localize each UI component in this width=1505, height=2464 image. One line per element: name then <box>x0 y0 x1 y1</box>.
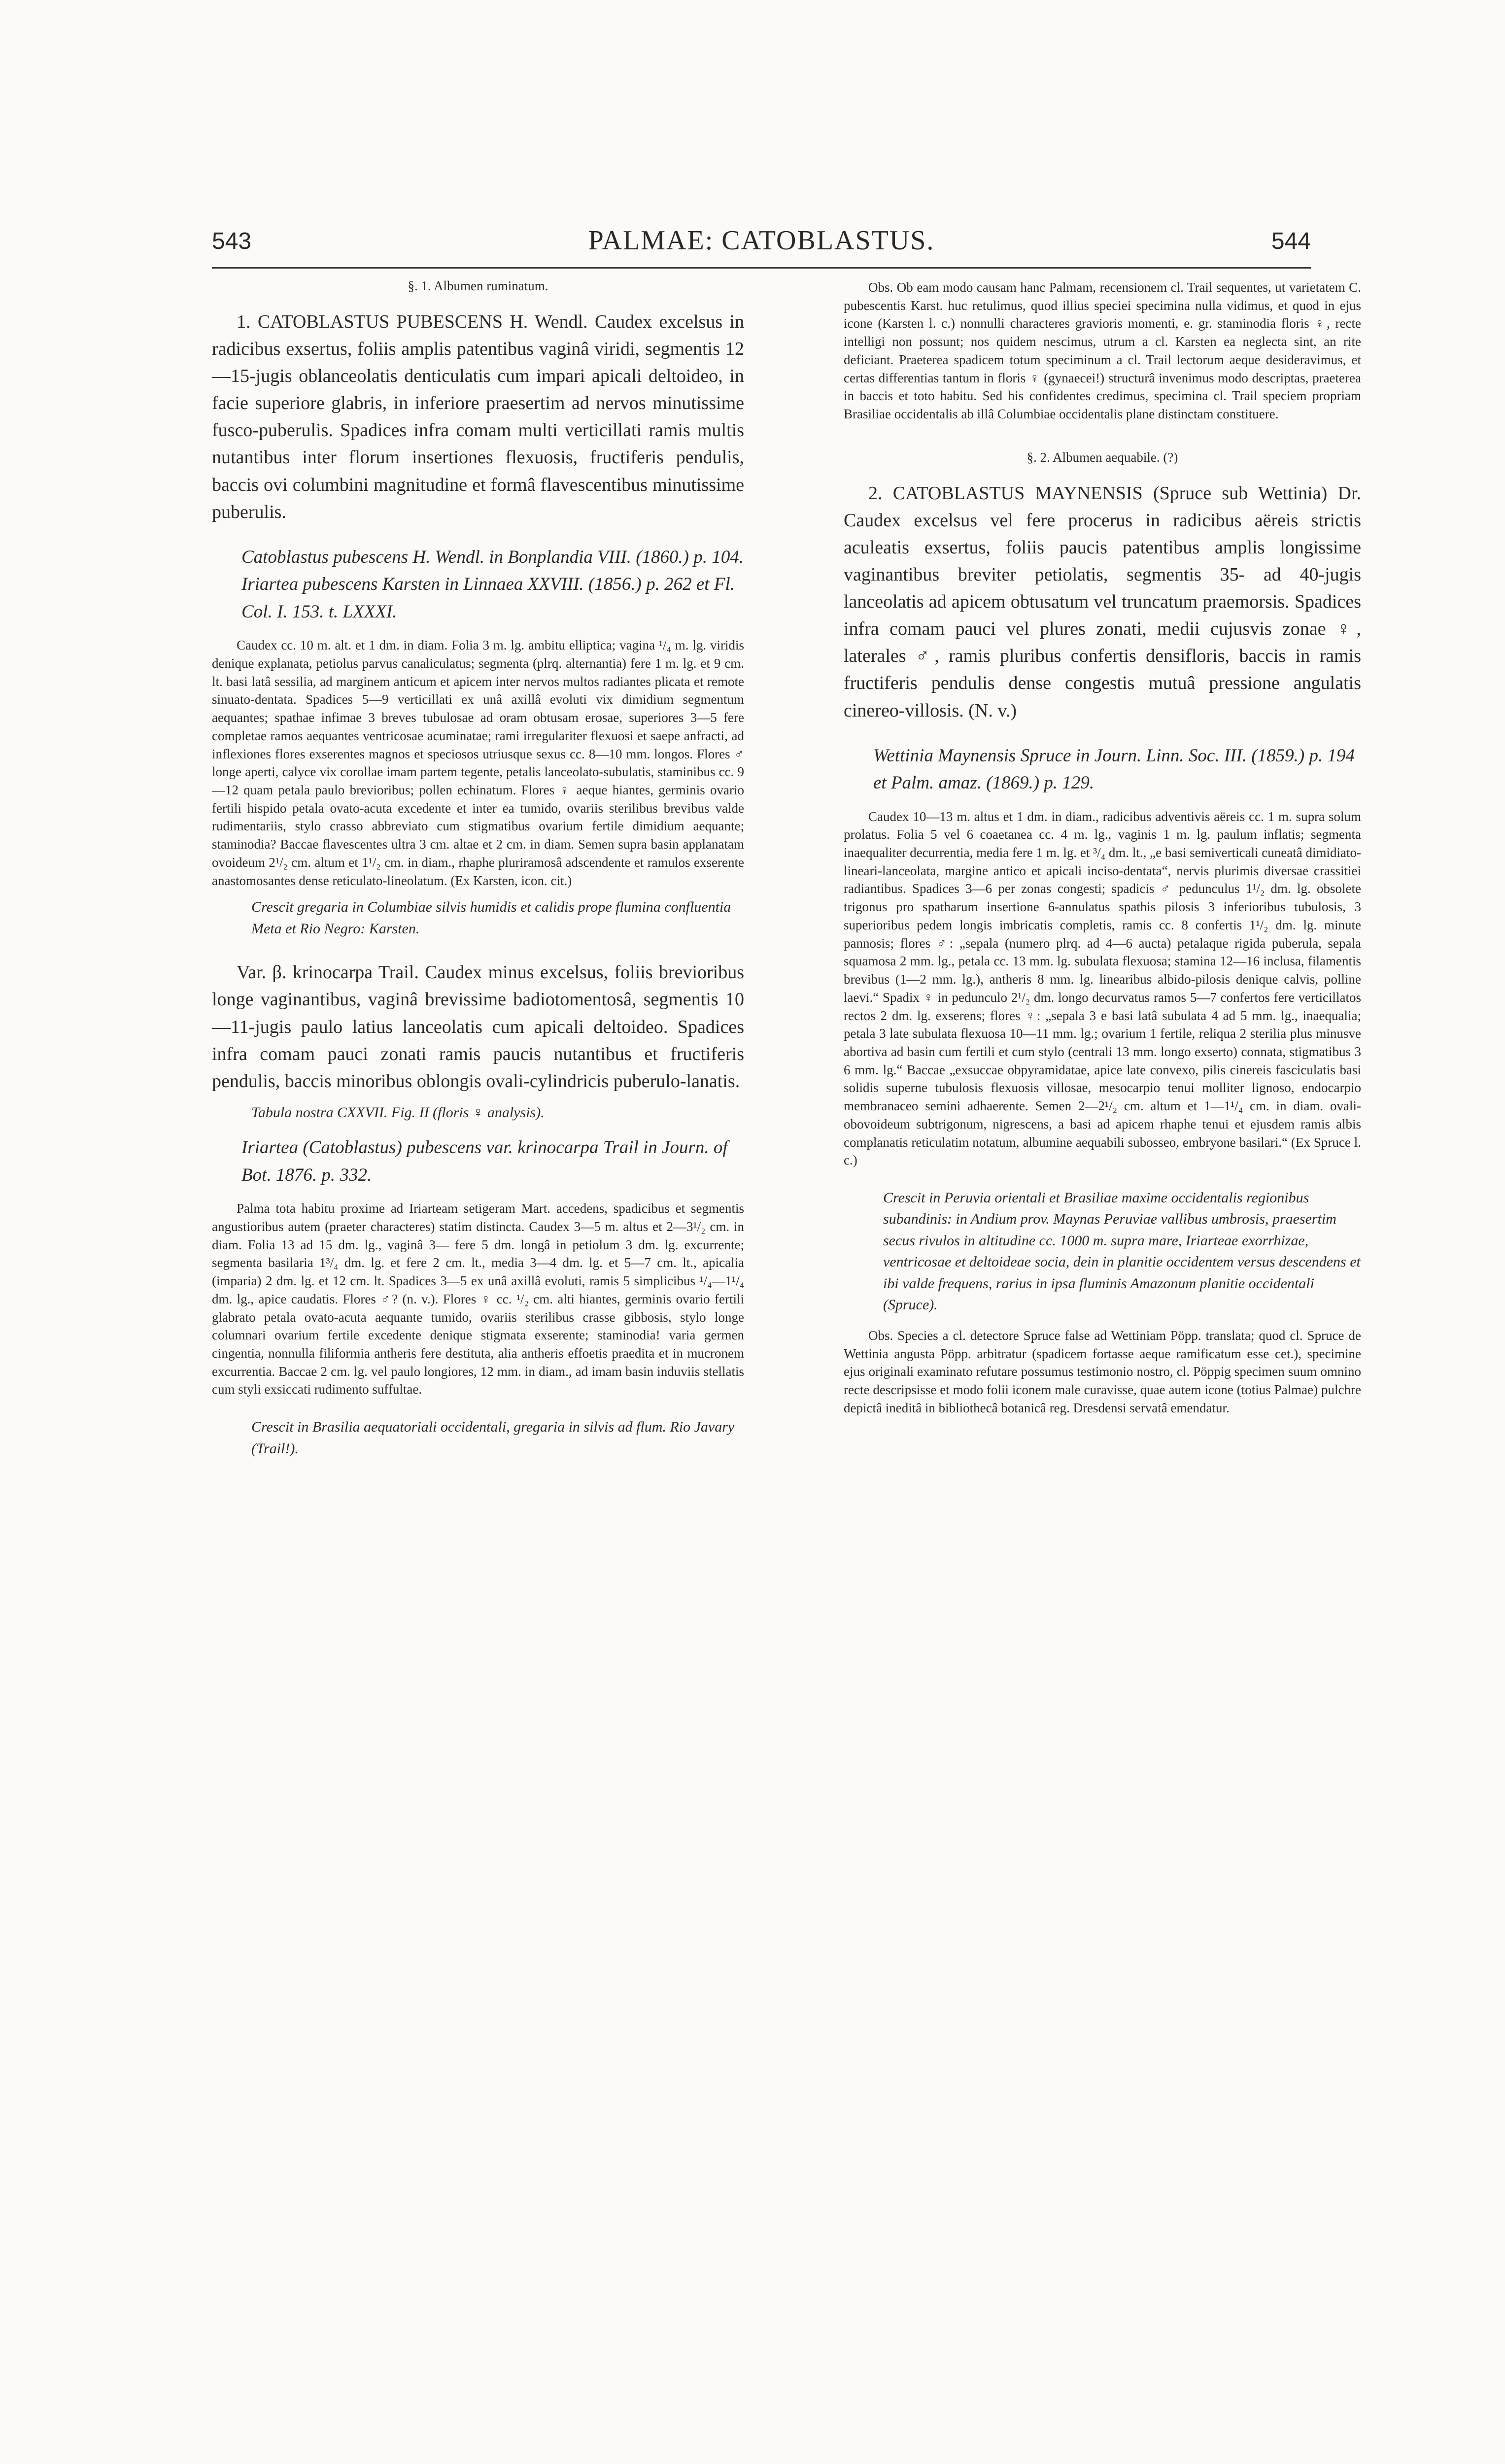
habitat-2: Crescit in Brasilia aequatoriali occidentali, gregaria in silvis ad flum. Rio Javary (Trail!). <box>251 1419 735 1457</box>
section-heading-1: §. 1. Albumen ruminatum. <box>408 278 548 293</box>
section-heading-2: §. 2. Albumen aequabile. (?) <box>1026 449 1178 465</box>
reference-3: Iriartea (Catoblastus) pubescens var. krinocarpa Trail in Journ. of Bot. 1876. p. 332. <box>241 1137 728 1185</box>
species-1-details: Caudex cc. 10 m. alt. et 1 dm. in diam. Folia 3 m. lg. ambitu elliptica; vagina ¹/₄ m. lg. viridis denique explanata, petiolus parvus canaliculatus; segmenta (plrq. alternantia) fere 1 m. lg. et 9 cm. lt. basi latâ sessilia, ad marginem anticum et apicem inter nervos multos radiantes plicata et remote sinuato-dentata. Spadices 5—9 verticillati ex unâ axillâ evoluti vix dimidium segmentum aequantes; spathae infimae 3 breves tubulosae ad oram obtusam erosae, superiores 3—5 fere completae ramos aequantes ventricosae acuminatae; rami irregulariter flexuosi et saepe anfracti, ad inflexiones flores exserentes magnos et speciosos utriusque sexus cc. 8—10 mm. longos. Flores ♂ longe aperti, calyce vix corollae imam partem tegente, petalis lanceolato-subulatis, staminibus cc. 9—12 quam petala paulo brevioribus; pollen echinatum. Flores ♀ aeque hiantes, germinis ovario fertili hispido petala ovato-acuta excedente et inter ea tumido, ovariis sterilibus brevibus valde rudimentariis, stylo crasso abbreviato cum stigmatibus ovarium fertile dimidium aequante; staminodia? Baccae flavescentes ultra 3 cm. altae et 2 cm. in diam. Semen supra basin applanatam ovoideum 2¹/₂ cm. altum et 1¹/₂ cm. in diam., rhaphe pluriramosâ adscendente et ramulos exserente anastomosantes dense reticulato-lineolatum. (Ex Karsten, icon. cit.) <box>212 638 744 888</box>
species-2-description: 2. CATOBLASTUS MAYNENSIS (Spruce sub Wettinia) Dr. Caudex excelsus vel fere procerus in radicibus aëreis strictis aculeatis exsertus, foliis paucis patentibus amplis longissime vaginantibus breviter petiolatis, segmentis 35- ad 40-jugis lanceolatis ad apicem obtusatum vel truncatum praemorsis. Spadices infra comam pauci vel plures zonati, medii cujusvis zonae ♀, laterales ♂, ramis pluribus confertis densifloris, baccis in ramis fructiferis pendulis dense congestis mutuâ pressione angulatis cinereo-villosis. (N. v.) <box>844 482 1361 721</box>
species-1-description: 1. CATOBLASTUS PUBESCENS H. Wendl. Caudex excelsus in radicibus exsertus, foliis amplis patentibus vaginâ viridi, segmentis 12—15-jugis oblanceolatis denticulatis cum impari apicali deltoideo, in facie superiore glabris, in inferiore praesertim ad nervos minutissime fusco-puberulis. Spadices infra comam multi verticillati ramis multis nutantibus inter florum insertiones flexuosis, fructiferis pendulis, baccis ovi columbini magnitudine et formâ flavescentibus minutissime puberulis. <box>212 311 744 522</box>
habitat-1: Crescit gregaria in Columbiae silvis humidis et calidis prope flumina confluentia Meta et Rio Negro: Karsten. <box>251 899 731 937</box>
left-page-number: 543 <box>212 228 252 254</box>
page-header <box>212 225 1311 269</box>
reference-1: Catoblastus pubescens H. Wendl. in Bonplandia VIII. (1860.) p. 104. <box>241 547 744 567</box>
species-2-details: Caudex 10—13 m. altus et 1 dm. in diam., radicibus adventivis aëreis cc. 1 m. supra solum prolatus. Folia 5 vel 6 coaetanea cc. 4 m. lg., vaginis 1 m. lg. paulum inflatis; segmenta inaequaliter decurrentia, media fere 1 m. lg. et ³/₄ dm. lt., „e basi semiverticali cuneatâ dimidiato-lineari-lanceolata, margine antico et apicali inciso-dentata“, nervis plurimis diversae crassitiei radiantibus. Spadices 3—6 per zonas congesti; spadicis ♂ pedunculus 1¹/₂ dm. lg. obsolete trigonus pro spatharum insertione 6-annulatus spathis pilosis 3 inferioribus tubulosis, 3 superioribus pedem longis imbricatis completis, ramis cc. 8 confertis 1¹/₂ dm. lg. minute pannosis; flores ♂: „sepala (numero plrq. ad 4—6 aucta) petalaque rigida puberula, sepala squamosa 2 mm. lg., petala cc. 13 mm. lg. subulata flexuosa; stamina 12—16 inclusa, filamentis brevibus (1—2 mm. lg.), antheris 8 mm. lg. linearibus albido-pilosis denique calvis, polline laevi.“ Spadix ♀ in pedunculo 2¹/₂ dm. longo decurvatus ramos 5—7 confertos fere verticillatos rectos 2 dm. lg. exserens; flores ♀: „sepala 3 e basi latâ subulata 4 ad 5 mm. lg., inaequalia; petala 3 late subulata flexuosa 10—11 mm. lg.; ovarium 1 fertile, reliqua 2 sterilia plus minusve abortiva ad basin cum fertili et cum stylo (centrali 13 mm. longo exserto) connata, stigmatibus 3 6 mm. lg.“ Baccae „exsuccae obpyramidatae, apice late convexo, pilis cinereis fasciculatis basi solidis superne tubulosis flexuosis villosae, mesocarpio tenui molliter lignoso, endocarpio membranaceo semini adhaerente. Semen 2—2¹/₂ cm. altum et 1—1¹/₄ cm. in diam. ovali-obovoideum subtrigonum, nigrescens, a basi ad apicem rhaphe tenui et ejusdem ramis albis complanatis reticulatim notatum, albumine aequabili subosseo, embryone basilari.“ (Ex Spruce l. c.) <box>844 809 1361 1168</box>
variety-description: Var. β. krinocarpa Trail. Caudex minus excelsus, foliis brevioribus longe vaginantibus, vaginâ brevissime badiotomentosâ, segmentis 10—11-jugis paulo latius lanceolatis cum apicali deltoideo. Spadices infra comam pauci zonati ramis paucis nutantibus et fructiferis pendulis, baccis minoribus oblongis ovali-cylindricis puberulo-lanatis. <box>212 962 744 1092</box>
habitat-3: Crescit in Peruvia orientali et Brasiliae maxime occidentalis regionibus subandinis: in Andium prov. Maynas Peruviae vallibus umbrosis, praesertim secus rivulos in altitudine cc. 1000 m. supra mare, Iriarteae exorrhizae, ventricosae et deltoideae socia, dein in planitie occidentem versus descendens et ibi valde frequens, rarius in ipsa fluminis Amazonum planitie occidentali (Spruce). <box>883 1189 1361 1313</box>
reference-2: Iriartea pubescens Karsten in Linnaea XXVIII. (1856.) p. 262 et Fl. Col. I. 153. t. LXXXI. <box>241 574 735 622</box>
observation-1: Obs. Ob eam modo causam hanc Palmam, recensionem cl. Trail sequentes, ut varietatem C. pubescentis Karst. huc retulimus, quod illius speciei specimina nulla vidimus, et quod in ejus icone (Karsten l. c.) nonnulli characteres gravioris momenti, e. gr. staminodia floris ♀, recte intelligi non possunt; nos quidem nescimus, utrum a cl. Karsten ea neglecta sint, an rite deficiant. Praeterea spadicem totum speciminum a cl. Trail lectorum aeque desideravimus, et certas differentias tantum in floris ♀ (gynaecei!) structurâ invenimus modo descriptas, praeterea in baccis et toto habitu. Sed his confidentes credimus, specimina cl. Trail speciem propriam Brasiliae occidentalis ab illâ Columbiae occidentalis plane distinctam constituere. <box>844 280 1361 422</box>
right-page-number: 544 <box>1271 228 1311 254</box>
reference-4: Wettinia Maynensis Spruce in Journ. Linn. Soc. III. (1859.) p. 194 et Palm. amaz. (1869.) p. 129. <box>873 745 1355 793</box>
running-title: PALMAE: CATOBLASTUS. <box>588 225 935 256</box>
variety-details: Palma tota habitu proxime ad Iriarteam setigeram Mart. accedens, spadicibus et segmentis angustioribus autem (praeter characteres) statim distincta. Caudex 3—5 m. altus et 2—3¹/₂ cm. in diam. Folia 13 ad 15 dm. lg., vaginâ 3— fere 5 dm. longâ in petiolum 3 dm. lg. excurrente; segmenta basilaria 1³/₄ dm. lg. et fere 2 cm. lt., media 3—4 dm. lg. et 5—7 cm. lt., apicalia (imparia) 2 dm. lg. et 12 cm. lt. Spadices 3—5 ex unâ axillâ evoluti, ramis 5 simplicibus ¹/₄—1¹/₄ dm. lg., apice caudatis. Flores ♂? (n. v.). Flores ♀ cc. ¹/₂ cm. alti hiantes, germinis ovario fertili glabrato petala ovato-acuta aequante tumido, ovariis sterilibus crasse gibbosis, stylo longe columnari ovarium fertile excedente denique stigmata exserente; staminodia! varia germen cingentia, nonnulla filiformia antheris fere destituta, alia antheris effoetis praedita et in mucronem excurrentia. Baccae 2 cm. lg. vel paulo longiores, 12 mm. in diam., ad imam basin induviis stellatis cum styli exsiccati rudimento suffultae. <box>212 1201 744 1397</box>
tabula-reference: Tabula nostra CXXVII. Fig. II (floris ♀ analysis). <box>251 1104 545 1121</box>
right-column <box>844 278 1361 1424</box>
observation-2: Obs. Species a cl. detectore Spruce false ad Wettiniam Pöpp. translata; quod cl. Spruce de Wettinia angusta Pöpp. arbitratur (spadicem fortasse aeque ramificatum esse cet.), specimine ejus originali examinato refutare possumus testimonio nostro, cl. Pöppig specimen suum omnino recte descripsisse et modo folii iconem male curavisse, quae autem icone (totius Palmae) pulchre depictâ ineditâ in bibliothecâ botanicâ reg. Dresdensi servatâ emendatur. <box>844 1328 1361 1415</box>
left-column <box>212 278 744 1459</box>
